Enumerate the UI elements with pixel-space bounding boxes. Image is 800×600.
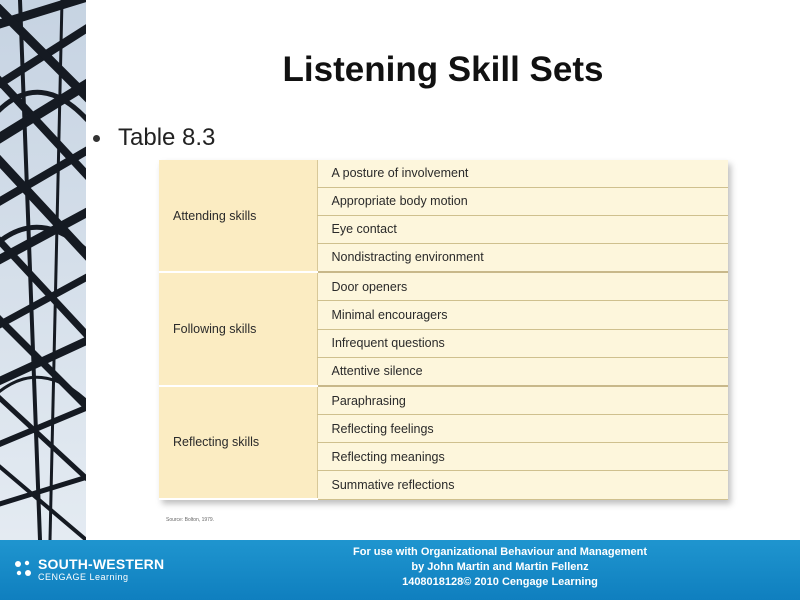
bullet-item <box>93 124 215 152</box>
table-row <box>159 386 728 415</box>
skill-cell: Minimal encouragers <box>317 301 728 329</box>
cengage-logo-icon <box>12 558 34 580</box>
table-row <box>159 272 728 301</box>
skill-cell: Infrequent questions <box>317 329 728 357</box>
decorative-lattice-image <box>0 0 86 540</box>
category-cell: Attending skills <box>159 160 317 272</box>
category-cell: Following skills <box>159 272 317 386</box>
logo-text-sub: CENGAGE Learning <box>38 572 129 582</box>
skill-cell: Paraphrasing <box>317 386 728 415</box>
skill-cell: Reflecting feelings <box>317 415 728 443</box>
table-source-note: Source: Bolton, 1979. <box>166 517 215 523</box>
skill-cell: Summative reflections <box>317 471 728 499</box>
bullet-text: Table 8.3 <box>118 124 216 151</box>
footer-credit <box>200 545 800 590</box>
skill-cell: Attentive silence <box>317 357 728 386</box>
credit-line: For use with Organizational Behaviour and Management <box>353 546 647 558</box>
skills-table <box>159 160 728 500</box>
skill-cell: Reflecting meanings <box>317 443 728 471</box>
table-row <box>159 160 728 187</box>
logo-text-main: SOUTH-WESTERN <box>38 556 165 572</box>
skill-cell: Appropriate body motion <box>317 187 728 215</box>
skill-cell: Door openers <box>317 272 728 301</box>
slide-title: Listening Skill Sets <box>282 50 604 89</box>
skill-cell: A posture of involvement <box>317 160 728 187</box>
category-cell: Reflecting skills <box>159 386 317 499</box>
skill-cell: Eye contact <box>317 215 728 243</box>
bullet-dot-icon <box>93 135 100 142</box>
publisher-logo <box>12 556 164 582</box>
credit-line: 1408018128© 2010 Cengage Learning <box>402 576 598 588</box>
skill-cell: Nondistracting environment <box>317 243 728 272</box>
credit-line: by John Martin and Martin Fellenz <box>411 561 589 573</box>
footer-bar <box>0 540 800 600</box>
